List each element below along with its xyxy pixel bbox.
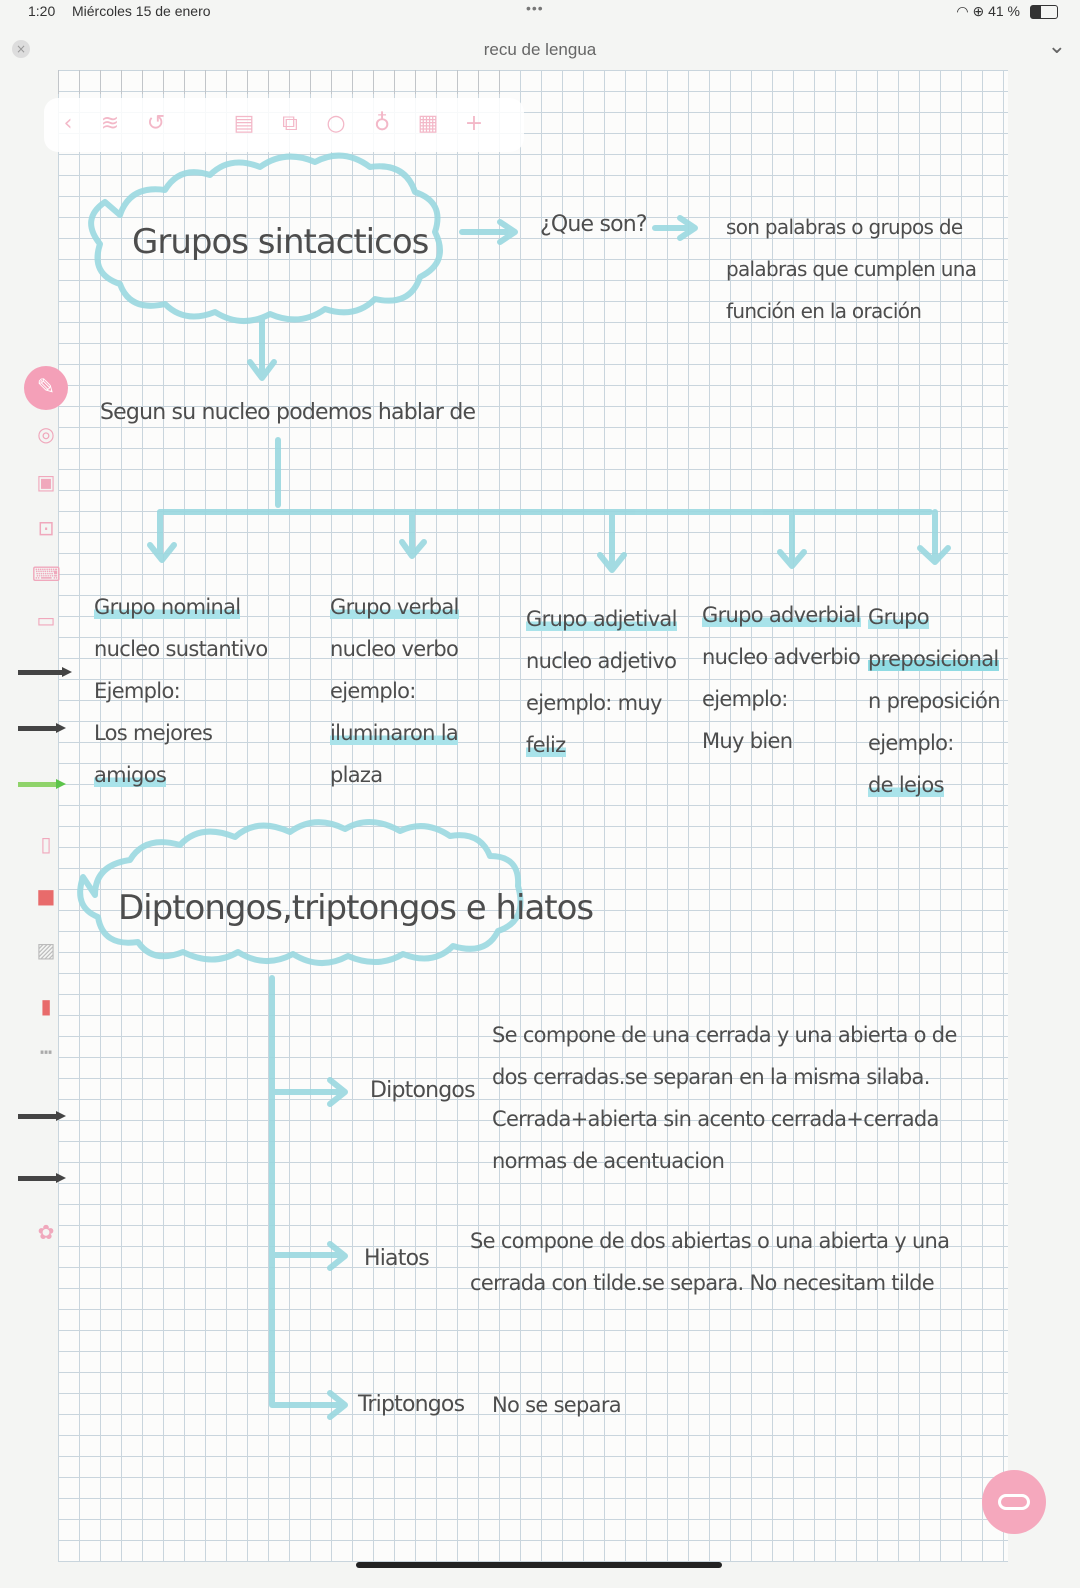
group-adjetival	[526, 598, 677, 766]
group-title: Grupo adjetival	[526, 607, 677, 631]
group-line: amigos	[94, 763, 167, 787]
highlighter-icon[interactable]: ▯	[40, 832, 52, 856]
orientation-lock-icon: ⊕	[972, 3, 985, 19]
group-line: Ejemplo:	[94, 679, 180, 703]
group-preposicional	[868, 596, 1000, 806]
battery-percent: 41 %	[988, 3, 1020, 19]
pencil-tool-icon[interactable]: ✎	[24, 366, 68, 410]
desc-triptongos	[492, 1384, 621, 1426]
group-nominal	[94, 586, 268, 796]
book-icon[interactable]: ▭	[36, 608, 56, 632]
chat-icon	[998, 1494, 1030, 1510]
document-title[interactable]: recu de lengua	[483, 40, 597, 59]
wifi-icon: ◠	[956, 3, 969, 19]
arrow-to-question	[462, 222, 515, 242]
template-icon[interactable]: ▦	[417, 111, 439, 136]
layers-icon[interactable]: ≋	[100, 111, 120, 136]
answer-line: función en la oración	[726, 299, 922, 323]
keyboard-icon[interactable]: ⌨	[32, 562, 61, 586]
page-icon[interactable]: ▤	[233, 111, 255, 136]
group-adverbial	[702, 594, 861, 762]
desc-line: Se compone de una cerrada y una abierta o de	[492, 1023, 957, 1047]
arrow-to-answer	[655, 218, 695, 238]
section1-title: Grupos sintacticos	[132, 222, 429, 262]
section2-title: Diptongos,triptongos e hiatos	[118, 888, 594, 928]
branch-3	[600, 512, 624, 570]
text-box-icon[interactable]: ⊡	[37, 516, 55, 540]
desc-line: No se separa	[492, 1393, 621, 1417]
desc-line: normas de acentuacion	[492, 1149, 725, 1173]
branch-5	[920, 512, 948, 562]
branch-4	[780, 512, 804, 566]
lasso-icon[interactable]: ◎	[37, 422, 55, 446]
label-hiatos: Hiatos	[364, 1246, 429, 1271]
settings-icon[interactable]: ✿	[37, 1220, 55, 1244]
answer-line: son palabras o grupos de	[726, 215, 963, 239]
group-title: Grupo	[868, 605, 929, 629]
home-indicator[interactable]	[356, 1562, 722, 1568]
desc-diptongos	[492, 1014, 957, 1182]
desc-line: dos cerradas.se separan en la misma silaba.	[492, 1065, 930, 1089]
group-line: ejemplo:	[702, 687, 788, 711]
status-date: Miércoles 15 de enero	[72, 3, 211, 19]
section1-question: ¿Que son?	[540, 212, 647, 237]
copy-icon[interactable]: ⧉	[282, 111, 298, 136]
label-triptongos: Triptongos	[358, 1392, 465, 1417]
desc-hiatos	[470, 1220, 949, 1304]
branch-1	[150, 512, 174, 560]
status-time: 1:20	[28, 3, 56, 19]
search-icon[interactable]: ○	[326, 111, 346, 136]
group-title: Grupo adverbial	[702, 603, 861, 627]
add-icon[interactable]: +	[464, 111, 484, 136]
label-diptongos: Diptongos	[370, 1078, 475, 1103]
tape-icon[interactable]: ┅	[39, 1040, 53, 1064]
desc-line: Cerrada+abierta sin acento cerrada+cerrada	[492, 1107, 939, 1131]
chevron-down-icon[interactable]: ⌄	[1047, 34, 1066, 59]
group-line: ejemplo:	[868, 731, 954, 755]
group-line: nucleo adjetivo	[526, 649, 677, 673]
back-icon[interactable]: ‹	[63, 111, 73, 136]
group-title: Grupo nominal	[94, 595, 241, 619]
image-icon[interactable]: ▣	[36, 470, 56, 494]
group-line: iluminaron la	[330, 721, 459, 745]
group-line: feliz	[526, 733, 566, 757]
assistant-button[interactable]	[982, 1470, 1046, 1534]
group-verbal	[330, 586, 459, 796]
arrow-diptongos	[275, 1080, 345, 1104]
arrow-hiatos	[275, 1244, 345, 1268]
group-line: plaza	[330, 763, 383, 787]
group-line: n preposición	[868, 689, 1000, 713]
arrow-triptongos	[320, 1393, 345, 1417]
undo-icon[interactable]: ↺	[146, 111, 166, 136]
branch-2	[402, 512, 424, 556]
section1-answer	[726, 206, 976, 332]
group-line: ejemplo: muy	[526, 691, 662, 715]
group-line: nucleo sustantivo	[94, 637, 268, 661]
group-line: ejemplo:	[330, 679, 416, 703]
eraser-icon[interactable]: ■	[36, 884, 56, 908]
section2-trunk	[272, 978, 320, 1405]
group-line: Muy bien	[702, 729, 793, 753]
microphone-icon[interactable]: ♁	[373, 111, 391, 136]
pattern-icon[interactable]: ▨	[36, 938, 56, 962]
close-icon[interactable]: ×	[12, 40, 30, 58]
desc-line: Se compone de dos abiertas o una abierta y una	[470, 1229, 950, 1253]
arrow-down-cloud1	[250, 318, 274, 378]
group-title: preposicional	[868, 647, 999, 671]
red-marker-icon[interactable]: ▮	[40, 994, 52, 1018]
multitasking-dots[interactable]: •••	[526, 0, 544, 16]
desc-line: cerrada con tilde.se separa. No necesitam tilde	[470, 1271, 934, 1295]
group-title: Grupo verbal	[330, 595, 459, 619]
group-line: nucleo adverbio	[702, 645, 861, 669]
group-line: de lejos	[868, 773, 944, 797]
group-line: Los mejores	[94, 721, 213, 745]
answer-line: palabras que cumplen una	[726, 257, 977, 281]
group-line: nucleo verbo	[330, 637, 459, 661]
section1-intro: Segun su nucleo podemos hablar de	[100, 400, 476, 425]
